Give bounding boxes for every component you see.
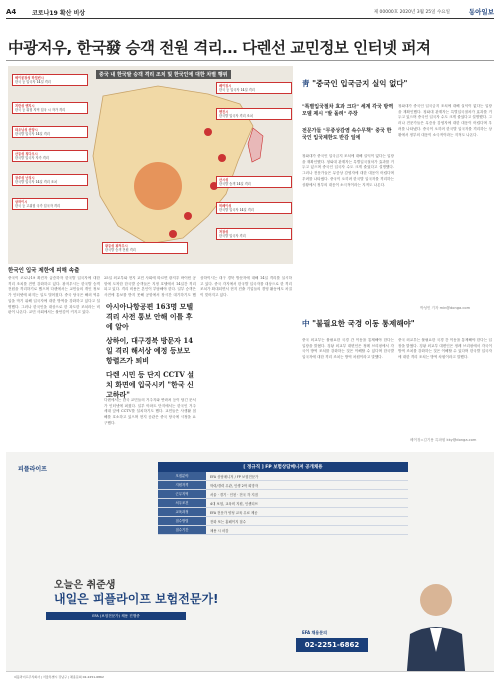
person-icon: [396, 572, 476, 682]
ad-slogan-main: 내일은 피플라이프 보험전문가!: [54, 592, 219, 606]
newspaper-logo: 동아일보: [468, 8, 494, 16]
article-column: 25일 외교부와 현지 교민 사회에 따르면 광저우 바이윈 공항에 도착한 한국발 승객들은 지정 호텔에서 14일간 격리되고 있다. 격리 비용은 본인이 부담해야 한다. 일부 승객은 사전에 통보를 받지 못해 공항에서 장시간 대기하기도 했: [104, 276, 196, 298]
byline: 박성민 기자 min@donga.com: [420, 306, 471, 310]
map-box: 광둥성 광저우시 한국발 승객 전원 격리: [102, 242, 188, 254]
side-article-title: 中 "불필요한 국경 이동 통제해야": [302, 319, 415, 328]
map-box: 상하이시 한국 등 고위험 국가 입국자 격리: [12, 198, 88, 210]
map-box: 장쑤성 난징시 한국발 입국자 14일 격리 조치: [12, 174, 88, 186]
kicker: 中: [302, 319, 310, 328]
article-column: 다렌에서는 한국 교민들의 거주지와 연락처 등이 담긴 문서가 인터넷에 퍼졌다. 일부 아파트 단지에서는 한국인 거주 세대 앞에 CCTV를 설치하기도 했다. 교민들은 사생활 침해를 호소하고 있으며 현지 공관은 중국 당국에 시정을 요구했다.: [104, 398, 196, 425]
side-article-body: 중국 외교부는 불필요한 국경 간 이동을 통제해야 한다는 입장을 밝혔다. 겅솽 외교부 대변인은 정례 브리핑에서 각국이 방역 조치를 강화하는 것은 이해할 수 있다며 한국발 입국자에 대한 격리 조치는 방역 차원이라고 말했다.: [398, 338, 492, 360]
subheading: 다렌 시민 등 단지 CCTV 설치 화면에 입국시키 "한국 신고하라": [106, 370, 195, 399]
phone-number: 02-2251-6862: [296, 638, 368, 652]
table-row: 접수기간 채용 시 마감: [158, 526, 408, 535]
divider: [6, 60, 494, 61]
section-title: 코로나19 확산 비상: [32, 10, 86, 17]
ad-logo: 피플라이프: [18, 466, 47, 473]
table-row: 지원자격 학력/경력 무관, 인생 2막 희망자: [158, 481, 408, 490]
article-column: 상하이시는 대구 경북 방문자에 대해 14일 격리를 실시하고 있다. 중국 각지에서 한국발 입국자를 대상으로 한 격리 조치가 확대되면서 현지 진출 기업들의 경영 활동에도 차질이 빚어지고 있다.: [200, 276, 292, 298]
map-box: 산둥성 칭다오시 한국발 입국자 자가 격리: [12, 150, 88, 162]
kicker: 靑: [302, 79, 310, 88]
issue-date: 제 00000호 2020년 3월 25일 수요일: [373, 10, 450, 15]
map-box: 랴오닝성 선양시 한국발 입국자 14일 격리: [12, 126, 88, 138]
table-row: 모집분야 EFA 상담매니저 / FP 보험전문가: [158, 472, 408, 481]
map-box: 톈진시 한국발 입국자 격리 조치: [216, 108, 292, 120]
side-deck: 전문가들 "무증상감염 속수무책" 중국 한국인 입국제한도 반감 일에: [302, 128, 392, 141]
byline: 베이징=김기용 특파원 kky@donga.com: [410, 438, 477, 442]
map-caption: 한국인 입국 제한에 피해 속출: [8, 268, 80, 274]
table-row: 처우조건 4대 보험, 교육비 지원, 인센티브: [158, 499, 408, 508]
table-row: 근무지역 서울 · 경기 · 인천 · 전국 각 지점: [158, 490, 408, 499]
map-title: 중국 내 한국발 승객 격리 조치 및 한국인에 대한 차별 행위: [96, 70, 231, 79]
advertisement: [6, 452, 494, 682]
map-box: 저장성 한국발 입국자 격리: [216, 228, 292, 240]
china-map-infographic: [8, 66, 293, 264]
side-article-body: 청와대가 중국인 입국금지 조치에 대해 실익이 없다는 입장을 재확인했다. 청와대 관계자는 특별입국절차가 효과를 거두고 있으며 중국인 입국자 수도 크게 줄었다고 설명했다. 그러나 전문가들은 무증상 감염자에 대한 대응이 어렵다며 우려를 나타냈다. 중국이 오히려 한국발 입국자를 격리하는 상황에서 정부의 대응이 소극적이라는 지적도 나온다.: [398, 104, 492, 137]
ad-band: EFA (보험전문가) 채용 진행중: [46, 612, 186, 620]
page-header: [6, 6, 494, 19]
map-box: 산시성 한국발 승객 14일 격리: [216, 176, 292, 188]
map-box: 허베이성 한국발 입국자 14일 격리: [216, 202, 292, 214]
ad-slogan: 오늘은 취준생: [54, 580, 116, 591]
side-article-title: 靑 "중국인 입국금지 실익 없다": [302, 79, 408, 88]
subheading: 상하이, 대구경북 방문자 14일 격리 해서상 예정 등보모 항렬즈가 퇴비: [106, 336, 194, 365]
page-number: A4: [6, 8, 17, 16]
side-article-body: 중국 외교부는 불필요한 국경 간 이동을 통제해야 한다는 입장을 밝혔다. 겅솽 외교부 대변인은 정례 브리핑에서 각국이 방역 조치를 강화하는 것은 이해할 수 있다며 한국발 입국자에 대한 격리 조치는 방역 차원이라고 말했다.: [302, 338, 394, 360]
table-row: 접수방법 전화 또는 홈페이지 접수: [158, 517, 408, 526]
side-article-body: 청와대가 중국인 입국금지 조치에 대해 실익이 없다는 입장을 재확인했다. 청와대 관계자는 특별입국절차가 효과를 거두고 있으며 중국인 입국자 수도 크게 줄었다고 설명했다. 그러나 전문가들은 무증상 감염자에 대한 대응이 어렵다며 우려를 나타냈다. 중국이 오히려 한국발 입국자를 격리하는 상황에서 정부의 대응이 소극적이라는 지적도 나온다.: [302, 154, 394, 187]
subheading: 아시아나항공편 163명 모텔 격리 사전 통보 안해 이틀 후에 알아: [106, 302, 194, 331]
article-column: 중국이 코로나19 확진자 급증하자 한국발 입국자에 대한 격리 조치를 전면 강화하고 있다. 광저우시는 한국발 승객 전원을 격리하기로 했으며 다렌에서는 교민들의 개인 정보가 인터넷에 퍼지는 일도 벌어졌다. 중국 당국은 해외 역유입을 막기 위해 입국자에 대한 방역을 강화하고 있다고 설명했다. 그러나 한국인을 대상으로 한 과도한 조치라는 비판이 나온다. 교민 사회에서는 불안감이 커지고 있다.: [8, 276, 100, 315]
ad-footer: 피플라이프주식회사 | 서울특별시 강남구 | 채용문의 02-2251-6862: [6, 671, 494, 682]
recruit-table: [158, 462, 408, 582]
table-row: 교육과정 EFA 전문가 양성 교육 무료 제공: [158, 508, 408, 517]
map-box: 지린성 옌지시 한국 등 위험 지역 입국 시 자가 격리: [12, 102, 88, 114]
side-deck: "특별입국절차 효과 크다" 세계 각국 방역 모델 제시 "발 돌려" 주장: [302, 104, 394, 117]
map-box: 헤이룽장성 하얼빈시 한국 등 입국자 14일 격리: [12, 74, 88, 86]
recruit-table-title: [ 정규직 ] FP 보험상담매니저 공개채용: [158, 462, 408, 472]
map-box: 베이징시 한국 등 입국자 14일 격리: [216, 82, 292, 94]
phone-label: EFA 채용문의: [302, 630, 327, 635]
main-headline: 中광저우, 한국發 승객 전원 격리… 다렌선 교민정보 인터넷 퍼져: [8, 39, 431, 57]
